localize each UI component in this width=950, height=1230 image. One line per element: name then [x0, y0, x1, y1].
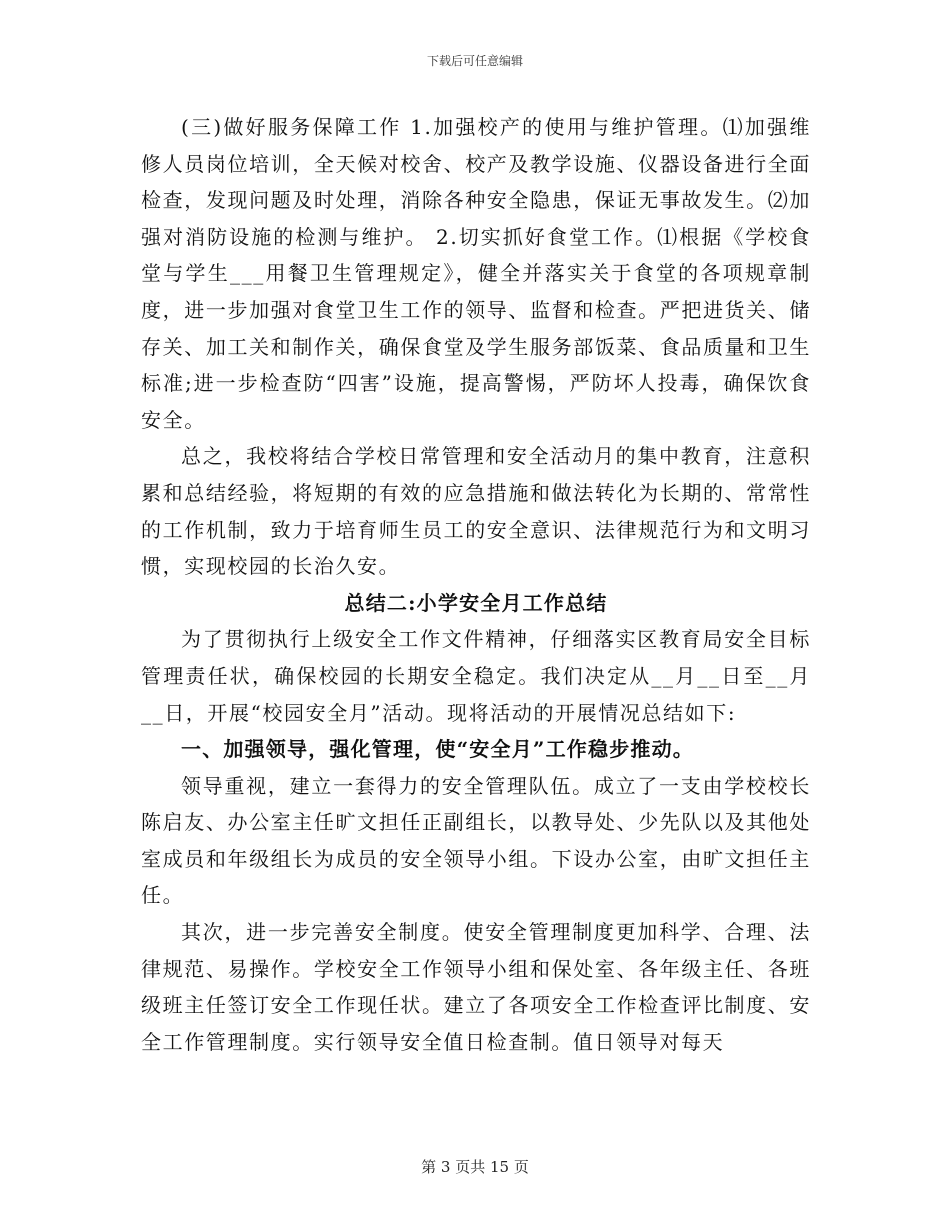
document-body — [141, 109, 811, 1060]
page-number-footer: 第 3 页共 15 页 — [421, 1158, 529, 1176]
paragraph-introduction: 为了贯彻执行上级安全工作文件精神，仔细落实区教育局安全目标管理责任状，确保校园的长期安全稳定。我们决定从__月__日至__月__日，开展“校园安全月”活动。现将活动的开展情况总结如下: — [141, 627, 811, 725]
paragraph-safety-system: 其次，进一步完善安全制度。使安全管理制度更加科学、合理、法律规范、易操作。学校安全工作领导小组和保处室、各年级主任、各班级班主任签订安全工作现任状。建立了各项安全工作检查评比制度、安全工作管理制度。实行领导安全值日检查制。值日领导对每天 — [141, 920, 811, 1054]
paragraph-service-support: (三)做好服务保障工作 1.加强校产的使用与维护管理。⑴加强维修人员岗位培训，全天候对校舍、校产及教学设施、仪器设备进行全面检查，发现问题及时处理，消除各种安全隐患，保证无事故发生。⑵加强对消防设施的检测与维护。 2.切实抓好食堂工作。⑴根据《学校食堂与学生___用餐卫生管理规定》，健全并落实关于食堂的各项规章制度，进一步加强对食堂卫生工作的领导、监督和检查。严把进货关、储存关、加工关和制作关，确保食堂及学生服务部饭菜、食品质量和卫生标准;进一步检查防“四害”设施，提高警惕，严防坏人投毒，确保饮食安全。 — [141, 115, 811, 432]
section-heading-summary-two: 总结二:小学安全月工作总结 — [344, 590, 608, 615]
page-header-note: 下载后可任意编辑 — [426, 54, 523, 68]
subheading-strengthen-leadership: 一、加强领导，强化管理，使“安全月”工作稳步推动。 — [181, 737, 695, 762]
paragraph-conclusion: 总之，我校将结合学校日常管理和安全活动月的集中教育，注意积累和总结经验，将短期的有效的应急措施和做法转化为长期的、常常性的工作机制，致力于培育师生员工的安全意识、法律规范行为和文明习惯，实现校园的长治久安。 — [141, 444, 811, 579]
paragraph-leadership-team: 领导重视，建立一套得力的安全管理队伍。成立了一支由学校校长陈启友、办公室主任旷文担任正副组长，以教导处、少先队以及其他处室成员和年级组长为成员的安全领导小组。下设办公室，由旷文担任主任。 — [141, 773, 811, 908]
